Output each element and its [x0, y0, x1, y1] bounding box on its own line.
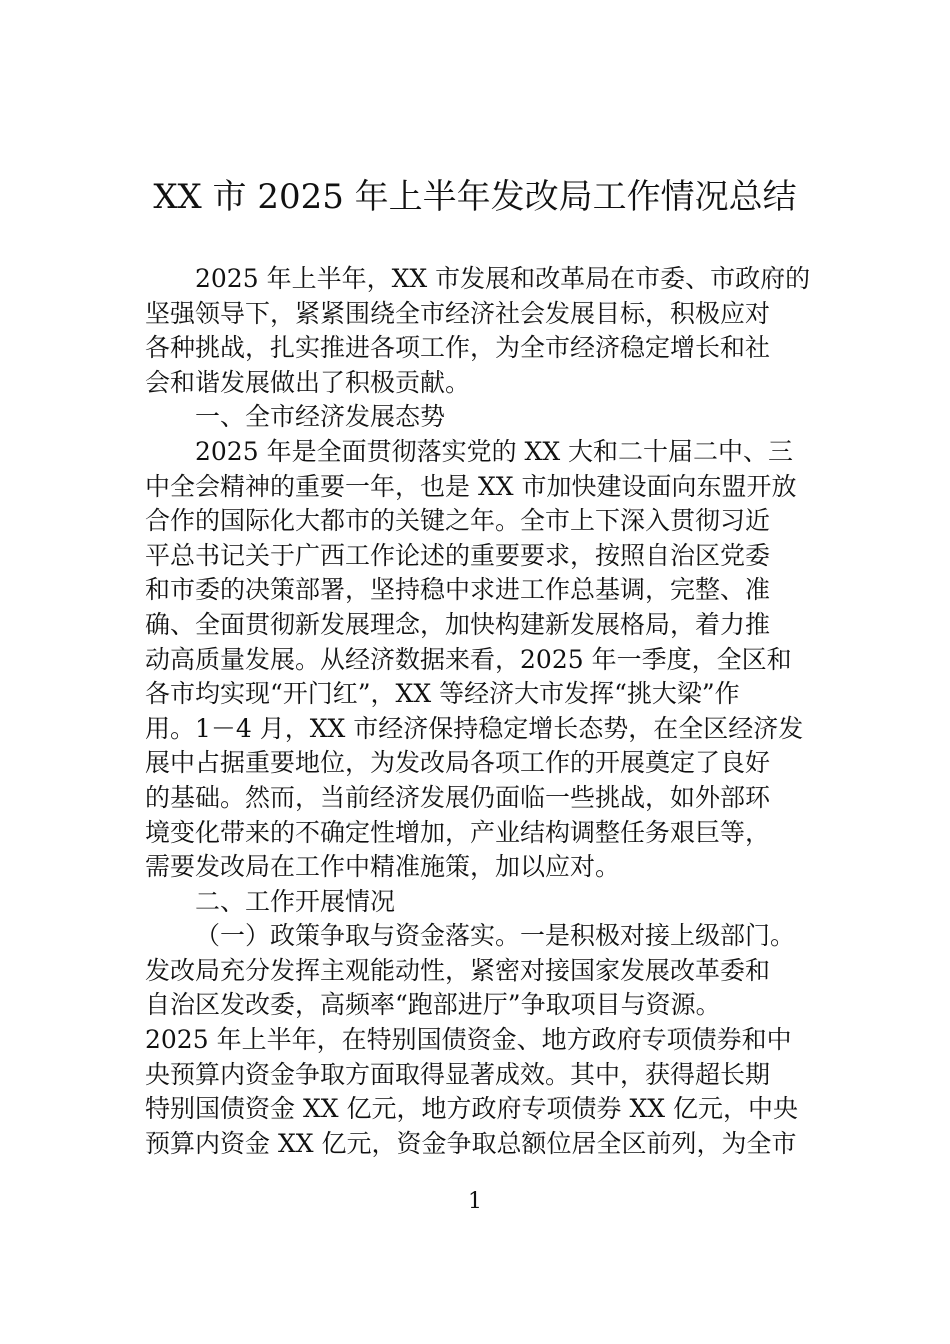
paragraph-line: 央预算内资金争取方面取得显著成效。其中，获得超长期 [145, 1059, 771, 1089]
paragraph-line: 发改局充分发挥主观能动性，紧密对接国家发展改革委和 [145, 955, 771, 985]
document-body [145, 262, 809, 1161]
paragraph-line: 2025 年上半年，XX 市发展和改革局在市委、市政府的 [195, 264, 811, 293]
paragraph-line: 中全会精神的重要一年，也是 XX 市加快建设面向东盟开放 [145, 471, 797, 501]
paragraph-line: 特别国债资金 XX 亿元，地方政府专项债券 XX 亿元，中央 [145, 1094, 798, 1124]
paragraph-line: 预算内资金 XX 亿元，资金争取总额位居全区前列，为全市 [145, 1128, 797, 1158]
paragraph-line: 会和谐发展做出了积极贡献。 [145, 367, 471, 397]
paragraph-line: 坚强领导下，紧紧围绕全市经济社会发展目标，积极应对 [145, 298, 771, 328]
paragraph-line: 自治区发改委，高频率“跑部进厅”争取项目与资源。 [145, 990, 721, 1020]
section-heading: 二、工作开展情况 [195, 886, 396, 916]
paragraph-line: 展中占据重要地位，为发改局各项工作的开展奠定了良好 [145, 748, 771, 778]
paragraph-line: 平总书记关于广西工作论述的重要要求，按照自治区党委 [145, 540, 771, 570]
paragraph-line: 需要发改局在工作中精准施策，加以应对。 [145, 852, 621, 882]
paragraph-line: 2025 年上半年，在特别国债资金、地方政府专项债券和中 [145, 1025, 792, 1055]
paragraph-line: 合作的国际化大都市的关键之年。全市上下深入贯彻习近 [145, 506, 771, 536]
paragraph-line: 和市委的决策部署，坚持稳中求进工作总基调，完整、准 [145, 575, 771, 605]
document-title: XX 市 2025 年上半年发改局工作情况总结 [153, 177, 797, 217]
paragraph-line: 2025 年是全面贯彻落实党的 XX 大和二十届二中、三 [195, 436, 794, 466]
page-number: 1 [468, 1189, 482, 1214]
paragraph-line: 各市均实现“开门红”，XX 等经济大市发挥“挑大梁”作 [145, 679, 740, 709]
paragraph-line: 各种挑战，扎实推进各项工作，为全市经济稳定增长和社 [145, 333, 771, 363]
paragraph-line: （一）政策争取与资金落实。一是积极对接上级部门。 [195, 921, 796, 951]
paragraph-line: 境变化带来的不确定性增加，产业结构调整任务艰巨等， [145, 817, 771, 847]
paragraph-line: 用。1－4 月，XX 市经济保持稳定增长态势，在全区经济发 [145, 713, 804, 743]
section-heading: 一、全市经济发展态势 [195, 402, 446, 432]
paragraph-line: 动高质量发展。从经济数据来看，2025 年一季度，全区和 [145, 644, 792, 674]
paragraph-line: 的基础。然而，当前经济发展仍面临一些挑战，如外部环 [145, 782, 771, 812]
paragraph-line: 确、全面贯彻新发展理念，加快构建新发展格局，着力推 [145, 609, 771, 639]
